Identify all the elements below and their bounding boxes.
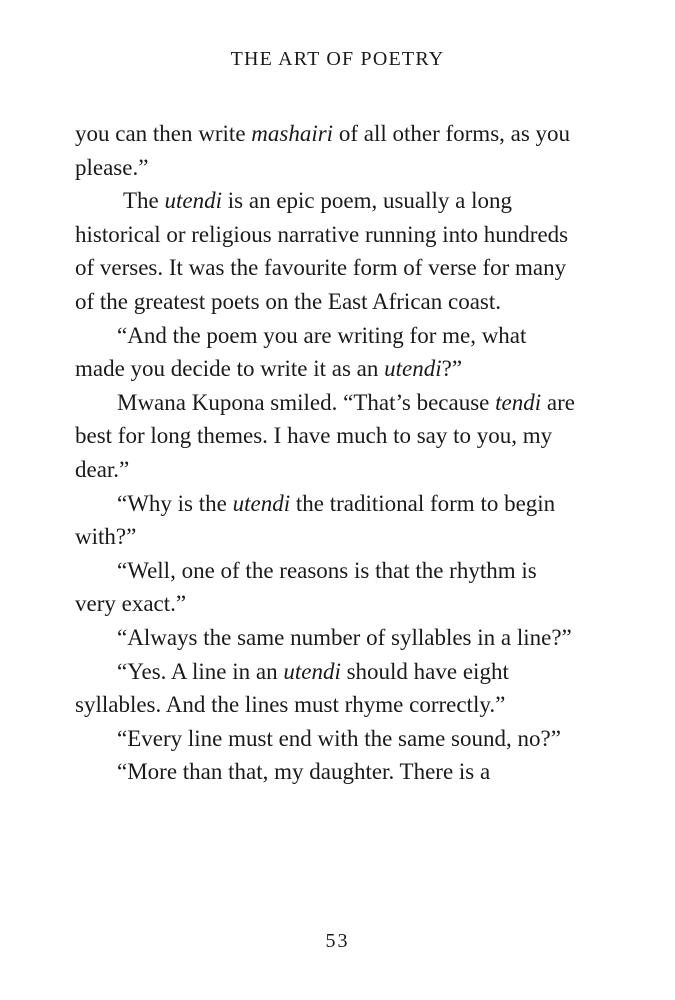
text-span: of all other forms, as you please.”: [75, 121, 571, 180]
text-span: “Well, one of the reasons is that the rhythm is very exact.”: [75, 557, 537, 617]
italic-term: utendi: [384, 356, 442, 382]
text-span: “Why is the: [117, 490, 233, 516]
text-span: ?”: [441, 356, 463, 382]
paragraph: [75, 117, 575, 184]
text-span: Mwana Kupona smiled. “That’s because: [117, 389, 496, 415]
text-span: should have eight syllables. And the lines must rhyme correctly.”: [75, 658, 509, 718]
paragraph: [75, 621, 575, 655]
paragraph: [75, 386, 575, 487]
italic-term: mashairi: [251, 121, 334, 146]
paragraph: [75, 755, 575, 789]
body-text: [75, 117, 575, 789]
italic-term: tendi: [495, 389, 542, 415]
text-span: “Always the same number of syllables in a line?”: [117, 624, 572, 650]
page-number: 53: [325, 930, 350, 952]
text-span: “Every line must end with the same sound, no?”: [117, 725, 561, 751]
text-span: “And the poem you are writing for me, what made you decide to write it as an: [75, 322, 527, 382]
text-span: you can then write: [75, 121, 252, 146]
running-head: THE ART OF POETRY: [230, 48, 445, 70]
paragraph: [75, 655, 575, 722]
paragraph: [75, 722, 575, 756]
italic-term: utendi: [232, 490, 291, 516]
text-span: “More than that, my daughter. There is a: [117, 759, 491, 785]
italic-term: utendi: [283, 658, 341, 684]
paragraph: [75, 554, 575, 621]
text-span: The: [123, 188, 165, 214]
text-span: is an epic poem, usually a long historical or religious narrative running into hundreds of verses. It was the favourite form of verse for many of the greatest poets on the East African coast.: [75, 188, 569, 314]
text-span: are best for long themes. I have much to say to you, my dear.”: [75, 389, 575, 482]
text-span: the traditional form to begin with?”: [75, 490, 556, 550]
italic-term: utendi: [164, 188, 223, 214]
text-span: “Yes. A line in an: [117, 658, 284, 684]
paragraph: [75, 184, 575, 318]
paragraph: [75, 487, 575, 554]
paragraph: [75, 319, 575, 386]
